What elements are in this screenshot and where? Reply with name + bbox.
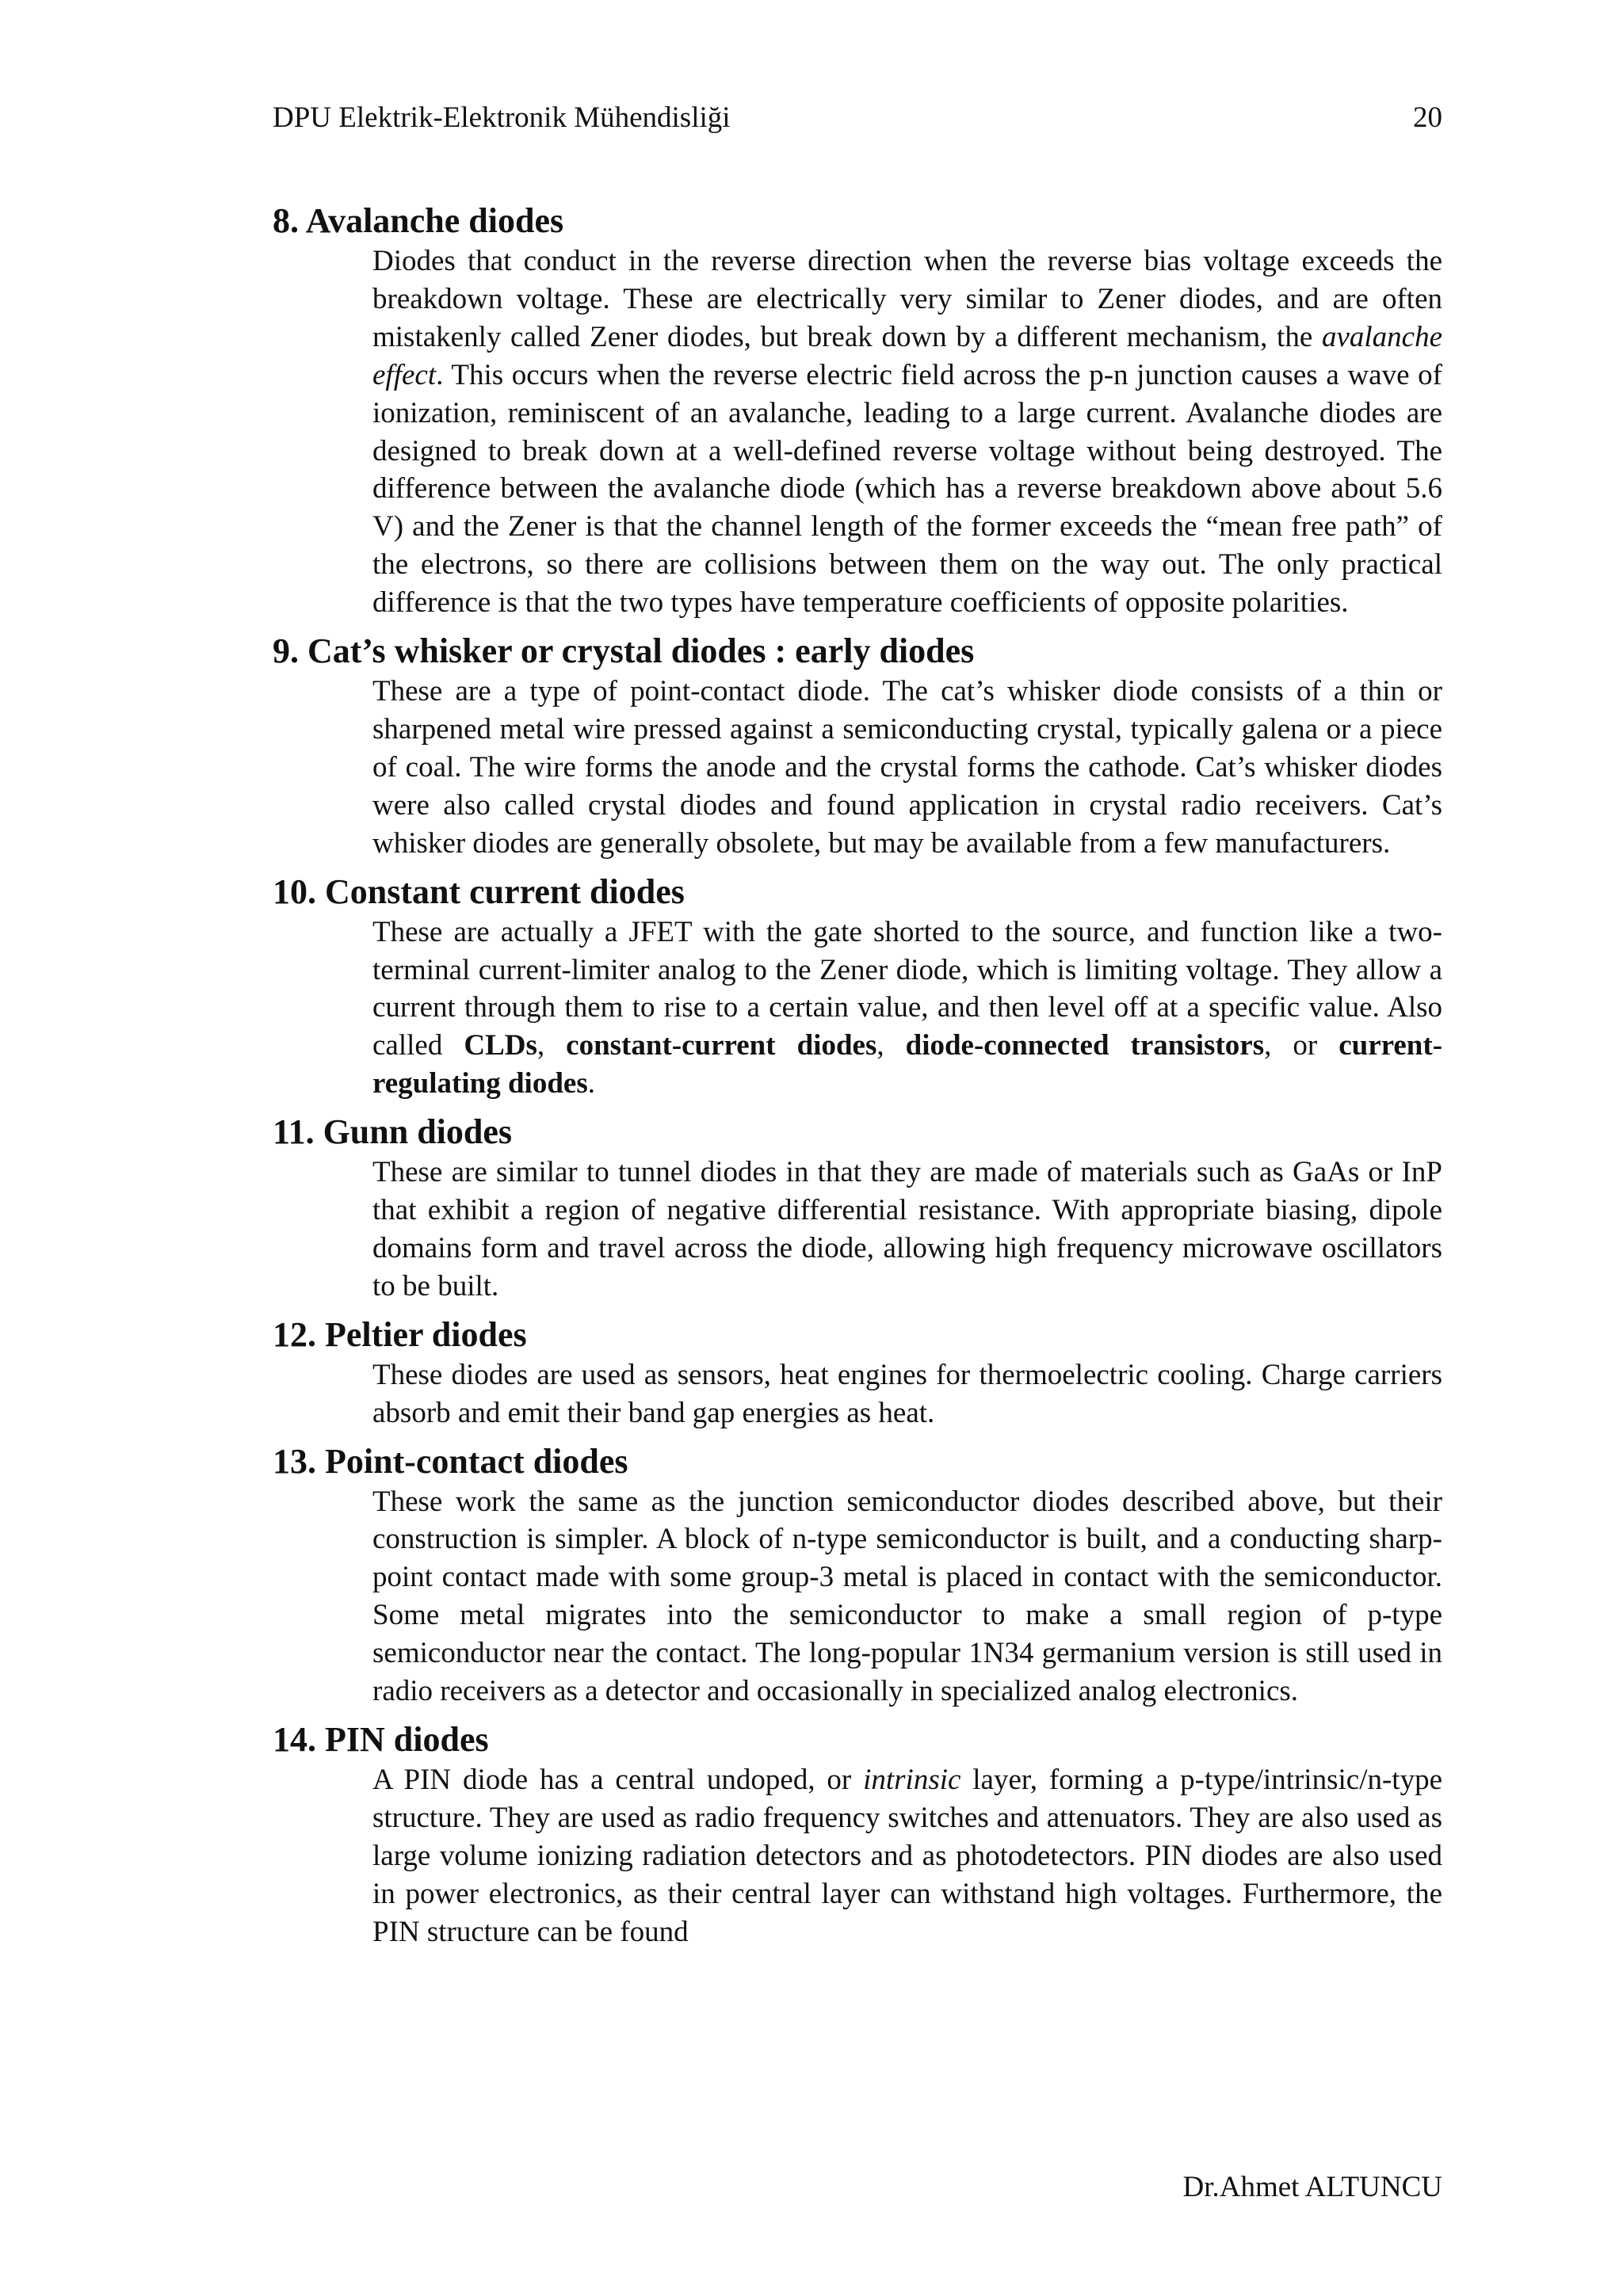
section-heading: 11. Gunn diodes bbox=[273, 1112, 513, 1152]
document-body bbox=[273, 200, 1442, 1959]
page-number: 20 bbox=[1413, 101, 1442, 134]
section-3 bbox=[273, 871, 1442, 1104]
section-paragraph bbox=[372, 1761, 1442, 1951]
section-heading: 9. Cat’s whisker or crystal diodes : early diodes bbox=[273, 631, 975, 671]
text-run: layer, forming a p-type/intrinsic/n-type structure. They are used as radio frequency switches and attenuators. They are also used as large volume ionizing radiation detectors and as photodetectors. PIN diodes are also used in power electronics, as their central layer can withstand high voltages. Furthermore, the PIN structure can be found bbox=[372, 1764, 1442, 1948]
italic-term: avalanche effect bbox=[372, 320, 1442, 391]
section-heading: 12. Peltier diodes bbox=[273, 1314, 527, 1354]
text-run: . bbox=[587, 1067, 595, 1100]
section-5 bbox=[273, 1314, 1442, 1432]
section-paragraph bbox=[372, 673, 1442, 863]
section-6 bbox=[273, 1440, 1442, 1711]
footer-author: Dr.Ahmet ALTUNCU bbox=[1182, 2171, 1442, 2203]
text-run: These are actually a JFET with the gate shorted to the source, and function like a two-terminal current-limiter analog to the Zener diode, which is limiting voltage. They allow a current through them to rise to a certain value, and then level off at a specific value. Also called bbox=[372, 915, 1442, 1062]
bold-term: diode-connected transistors bbox=[905, 1029, 1265, 1062]
text-run: . This occurs when the reverse electric field across the p-n junction causes a wave of ionization, reminiscent of an avalanche, leading to a large current. Avalanche diodes are designed to break down at a well-defined reverse voltage without being destroyed. The difference between the avalanche diode (which has a reverse breakdown above about 5.6 V) and the Zener is that the channel length of the former exceeds the “mean free path” of the electrons, so there are collisions between them on the way out. The only practical difference is that the two types have temperature coefficients of opposite polarities. bbox=[372, 358, 1442, 620]
page-header bbox=[273, 98, 1442, 138]
section-7 bbox=[273, 1718, 1442, 1951]
bold-term: constant-current diodes bbox=[566, 1029, 877, 1062]
text-run: , or bbox=[1264, 1029, 1339, 1062]
section-heading: 13. Point-contact diodes bbox=[273, 1441, 628, 1481]
text-run: A PIN diode has a central undoped, or bbox=[372, 1764, 864, 1796]
text-run: These are a type of point-contact diode. The cat’s whisker diode consists of a thin or sharpened metal wire pressed against a semiconducting crystal, typically galena or a piece of coal. The wire forms the anode and the crystal forms the cathode. Cat’s whisker diodes were also called crystal diodes and found application in crystal radio receivers. Cat’s whisker diodes are generally obsolete, but may be available from a few manufacturers. bbox=[372, 675, 1442, 860]
section-paragraph bbox=[372, 913, 1442, 1104]
text-run: , bbox=[876, 1029, 906, 1062]
section-paragraph bbox=[372, 1154, 1442, 1306]
section-heading: 10. Constant current diodes bbox=[273, 871, 685, 911]
bold-term: current-regulating diodes bbox=[372, 1029, 1443, 1100]
section-2 bbox=[273, 630, 1442, 863]
text-run: , bbox=[537, 1029, 567, 1062]
text-run: These work the same as the junction semiconductor diodes described above, but their construction is simpler. A block of n-type semiconductor is built, and a conducting sharp-point contact made with some group-3 metal is placed in contact with the semiconductor. Some metal migrates into the semiconductor to make a small region of p-type semiconductor near the contact. The long-popular 1N34 germanium version is still used in radio receivers as a detector and occasionally in specialized analog electronics. bbox=[372, 1485, 1442, 1708]
section-1 bbox=[273, 200, 1442, 622]
section-paragraph bbox=[372, 1356, 1442, 1432]
section-heading: 8. Avalanche diodes bbox=[273, 201, 564, 240]
section-paragraph bbox=[372, 242, 1442, 622]
section-paragraph bbox=[372, 1483, 1442, 1711]
section-4 bbox=[273, 1111, 1442, 1306]
text-run: These diodes are used as sensors, heat engines for thermoelectric cooling. Charge carriers absorb and emit their band gap energies as heat. bbox=[372, 1358, 1442, 1429]
bold-term: CLDs bbox=[464, 1029, 537, 1062]
header-title: DPU Elektrik-Elektronik Mühendisliği bbox=[273, 101, 731, 134]
italic-term: intrinsic bbox=[863, 1764, 961, 1796]
text-run: Diodes that conduct in the reverse direction when the reverse bias voltage exceeds the breakdown voltage. These are electrically very similar to Zener diodes, and are often mistakenly called Zener diodes, but break down by a different mechanism, the bbox=[372, 245, 1442, 353]
text-run: These are similar to tunnel diodes in that they are made of materials such as GaAs or InP that exhibit a region of negative differential resistance. With appropriate biasing, dipole domains form and travel across the diode, allowing high frequency microwave oscillators to be built. bbox=[372, 1156, 1442, 1302]
section-heading: 14. PIN diodes bbox=[273, 1720, 489, 1759]
